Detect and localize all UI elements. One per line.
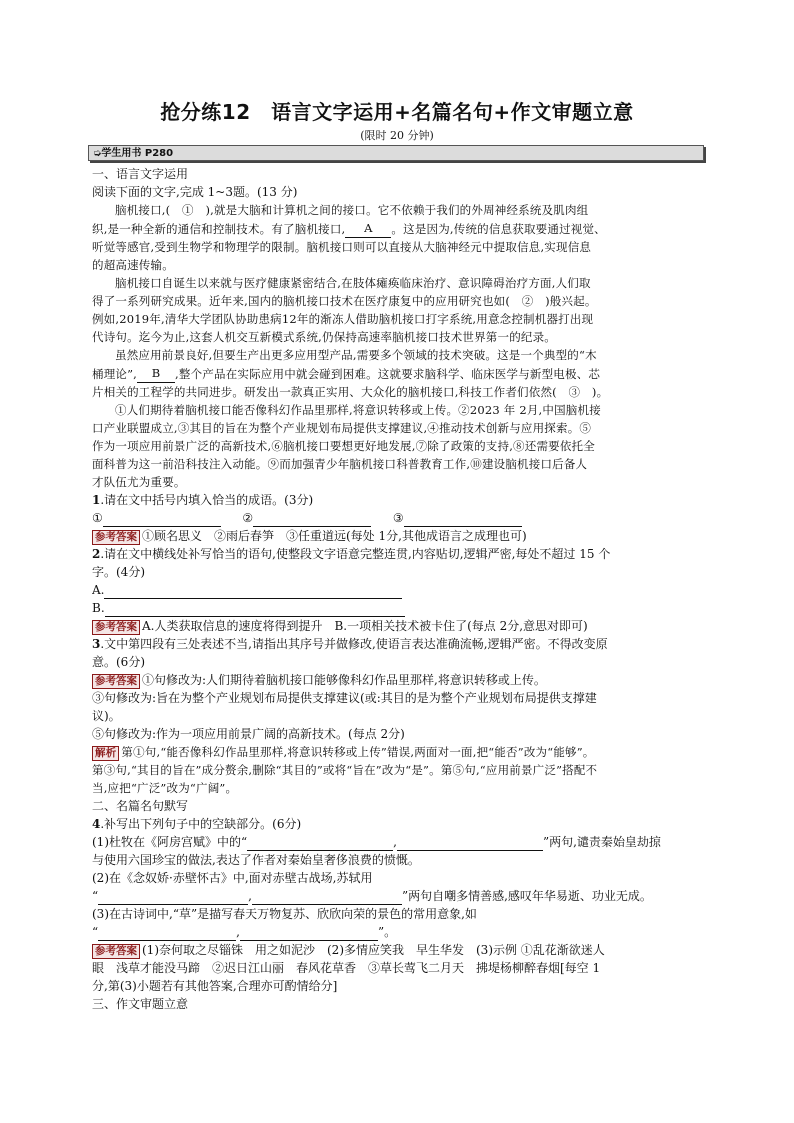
question-number: 2 bbox=[92, 547, 101, 561]
text: ,整个产品在实际应用中就会碰到困难。这就要求脑科学、临床医学与新型电极、芯 bbox=[175, 367, 601, 381]
answer-blank[interactable] bbox=[98, 890, 248, 905]
answer-blank[interactable] bbox=[247, 836, 393, 851]
passage-line: 得了一系列研究成果。近年来,国内的脑机接口技术在医疗康复中的应用研究也如( ② )般兴起。 bbox=[92, 294, 597, 308]
q4-item-1-cont: 与使用六国珍宝的做法,表达了作者对秦始皇奢侈浪费的愤慨。 bbox=[92, 853, 420, 867]
explanation bbox=[92, 743, 704, 761]
question-4 bbox=[92, 815, 704, 833]
answer-text: A.人类获取信息的速度将得到提升 B.一项相关技术被卡住了(每点 2分,意思对即可) bbox=[142, 619, 588, 633]
section-heading-2: 二、名篇名句默写 bbox=[92, 799, 189, 813]
passage-line: 片相关的工程学的共同进步。研发出一款真正实用、大众化的脑机接口,科技工作者们依然( ③ )。 bbox=[92, 385, 609, 399]
passage-line: 作为一项应用前景广泛的高新技术,⑥脑机接口要想更好地发展,⑦除了政策的支持,⑧还需要依托全 bbox=[92, 439, 595, 453]
question-1 bbox=[92, 491, 704, 509]
text: “ bbox=[92, 889, 99, 903]
text: “ bbox=[92, 925, 99, 939]
answer-blank[interactable] bbox=[397, 836, 543, 851]
text: 桶理论”, bbox=[92, 367, 138, 381]
text: , bbox=[236, 925, 240, 939]
question-number: 1 bbox=[92, 493, 101, 507]
question-number: 4 bbox=[92, 817, 101, 831]
passage-line: 例如,2019年,清华大学团队协助患病12年的渐冻人借助脑机接口打字系统,用意念控制机器打出现 bbox=[92, 312, 594, 326]
answer-blank[interactable] bbox=[105, 602, 405, 617]
explanation-text: 第①句,“能否像科幻作品里那样,将意识转移或上传”错误,两面对一面,把“能否”改为“能够”。 bbox=[121, 745, 595, 759]
explanation-line: 第③句,“其目的旨在”成分赘余,删除“其目的”或将“旨在”改为“是”。第⑤句,“应用前景广泛”搭配不 bbox=[92, 763, 598, 777]
q4-item-1 bbox=[92, 833, 704, 851]
page-title: 抢分练12 语言文字运用+名篇名句+作文审题立意 bbox=[160, 100, 634, 124]
question-text: .文中第四段有三处表述不当,请指出其序号并做修改,使语言表达准确流畅,逻辑严密。不得改变原 bbox=[100, 637, 608, 651]
passage-line: 面科普为这一前沿科技注入动能。⑨而加强青少年脑机接口科普教育工作,⑩建设脑机接口后备人 bbox=[92, 457, 588, 471]
content bbox=[92, 165, 704, 1013]
answer-text: ①句修改为:人们期待着脑机接口能够像科幻作品里那样,将意识转移或上传。 bbox=[142, 673, 546, 687]
question-text: .请在文中括号内填入恰当的成语。(3分) bbox=[100, 493, 314, 507]
answer-1 bbox=[92, 527, 704, 545]
answer-3-line: ③句修改为:旨在为整个产业规划布局提供支撑建议(或:其目的是为整个产业规划布局提供支撑建 bbox=[92, 691, 597, 705]
answer-3 bbox=[92, 671, 704, 689]
answer-4-line: 分,第(3)小题若有其他答案,合理亦可酌情给分] bbox=[92, 979, 338, 993]
text: ”两句,谴责秦始皇劫掠 bbox=[542, 835, 661, 849]
answer-blank[interactable] bbox=[252, 890, 402, 905]
section-heading-3: 三、作文审题立意 bbox=[92, 997, 189, 1011]
explanation-tag: 解析 bbox=[92, 746, 119, 761]
answer-2 bbox=[92, 617, 704, 635]
text: , bbox=[248, 889, 252, 903]
passage-line: ①人们期待着脑机接口能否像科幻作品里那样,将意识转移或上传。②2023 年 2月,中国脑机接 bbox=[115, 403, 601, 417]
passage bbox=[92, 201, 704, 491]
answer-blanks-1 bbox=[92, 509, 704, 527]
question-3-cont: 意。(6分) bbox=[92, 655, 145, 669]
answer-tag: 参考答案 bbox=[92, 944, 140, 959]
blank-label: B. bbox=[92, 601, 105, 615]
answer-blank[interactable] bbox=[104, 584, 402, 599]
student-book-bar: ➭学生用书 P280 bbox=[88, 145, 704, 161]
answer-blank[interactable] bbox=[103, 512, 221, 527]
passage-line: 代诗句。迄今为止,这套人机交互新模式系统,仍保持高速率脑机接口技术世界第一的纪录。 bbox=[92, 330, 557, 344]
passage-line: 脑机接口,( ① ),就是大脑和计算机之间的接口。它不依赖于我们的外周神经系统及肌肉组 bbox=[115, 203, 589, 217]
q4-item-2: (2)在《念奴娇·赤壁怀古》中,面对赤壁古战场,苏轼用 bbox=[92, 871, 373, 885]
blank-b: B bbox=[137, 364, 175, 383]
answer-tag: 参考答案 bbox=[92, 674, 140, 689]
answer-text: ①顾名思义 ②雨后春笋 ③任重道远(每处 1分,其他成语言之成理也可) bbox=[142, 529, 527, 543]
passage-line: 才队伍尤为重要。 bbox=[92, 475, 186, 489]
answer-text: (1)奈何取之尽锱铢 用之如泥沙 (2)多情应笑我 早生华发 (3)示例 ①乱花渐欲迷人 bbox=[142, 943, 605, 957]
text: ”两句自嘲多情善感,感叹年华易逝、功业无成。 bbox=[401, 889, 652, 903]
passage-line: 的超高速传输。 bbox=[92, 258, 174, 272]
question-2 bbox=[92, 545, 704, 563]
question-number: 3 bbox=[92, 637, 101, 651]
reading-intro: 阅读下面的文字,完成 1~3题。(13 分) bbox=[92, 185, 298, 199]
question-3 bbox=[92, 635, 704, 653]
text: (1)杜牧在《阿房宫赋》中的“ bbox=[92, 835, 248, 849]
question-2-cont: 字。(4分) bbox=[92, 565, 145, 579]
text: , bbox=[393, 835, 397, 849]
answer-3-line: ⑤句修改为:作为一项应用前景广阔的高新技术。(每点 2分) bbox=[92, 727, 405, 741]
answer-blank[interactable] bbox=[253, 512, 371, 527]
question-text: .请在文中横线处补写恰当的语句,使整段文字语意完整连贯,内容贴切,逻辑严密,每处不超过 15 个 bbox=[100, 547, 611, 561]
passage-line: 脑机接口自诞生以来就与医疗健康紧密结合,在肢体瘫痪临床治疗、意识障碍治疗方面,人们取 bbox=[115, 276, 591, 290]
answer-blank[interactable] bbox=[240, 926, 378, 941]
passage-line: 口产业联盟成立,③其目的旨在为整个产业规划布局提供支撑建议,④推动技术创新与应用探索。⑤ bbox=[92, 421, 592, 435]
answer-3-line: 议)。 bbox=[92, 709, 121, 723]
passage-line: 听觉等感官,受到生物学和物理学的限制。脑机接口则可以直接从大脑神经元中提取信息,实现信息 bbox=[92, 240, 592, 254]
section-heading-1: 一、语言文字运用 bbox=[92, 167, 189, 181]
passage-line: 虽然应用前景良好,但要生产出更多应用型产品,需要多个领域的技术突破。这是一个典型的“木 bbox=[115, 348, 597, 362]
q4-item-2-blanks bbox=[92, 887, 704, 905]
q4-item-3: (3)在古诗词中,“草”是描写春天万物复苏、欣欣向荣的景色的常用意象,如 bbox=[92, 907, 477, 921]
answer-blank[interactable] bbox=[98, 926, 236, 941]
answer-4 bbox=[92, 941, 704, 959]
blank-label: ③ bbox=[392, 511, 404, 525]
answer-blank[interactable] bbox=[404, 512, 522, 527]
answer-4-line: 眼 浅草才能没马蹄 ②迟日江山丽 春风花草香 ③草长莺飞二月天 拂堤杨柳醉春烟[每空 1 bbox=[92, 961, 601, 975]
answer-line-a bbox=[92, 581, 704, 599]
answer-tag: 参考答案 bbox=[92, 530, 140, 545]
passage-line bbox=[92, 364, 704, 383]
blank-a: A bbox=[345, 219, 391, 238]
answer-line-b bbox=[92, 599, 704, 617]
blank-label: ② bbox=[242, 511, 254, 525]
q4-item-3-blanks bbox=[92, 923, 704, 941]
blank-label: A. bbox=[92, 583, 105, 597]
text: ”。 bbox=[377, 925, 397, 939]
time-limit: (限时 20 分钟) bbox=[360, 129, 434, 142]
answer-tag: 参考答案 bbox=[92, 620, 140, 635]
blank-label: ① bbox=[92, 511, 103, 525]
question-text: .补写出下列句子中的空缺部分。(6分) bbox=[100, 817, 302, 831]
passage-line bbox=[92, 219, 704, 238]
text: 织,是一种全新的通信和控制技术。有了脑机接口, bbox=[92, 222, 346, 236]
explanation-line: 当,应把“广泛”改为“广阔”。 bbox=[92, 781, 238, 795]
text: 。这是因为,传统的信息获取要通过视觉、 bbox=[391, 222, 606, 236]
